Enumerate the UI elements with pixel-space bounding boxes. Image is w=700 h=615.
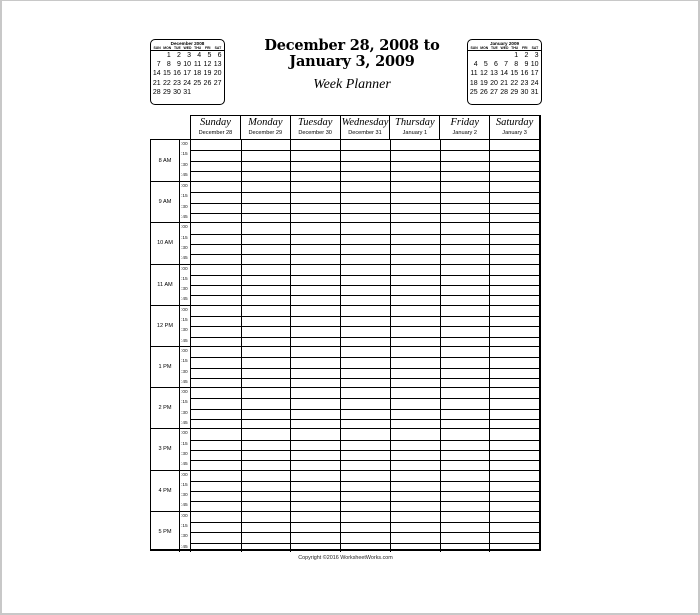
calendar-day: 24 xyxy=(530,79,539,87)
weekday-label: SUN xyxy=(470,46,478,50)
day-column-divider xyxy=(340,347,341,387)
minute-label: :45 xyxy=(181,172,188,178)
day-column-divider xyxy=(340,182,341,222)
calendar-day: 17 xyxy=(183,70,192,78)
quarter-hour-line xyxy=(191,409,539,410)
calendar-day: 27 xyxy=(213,79,222,87)
hour-block xyxy=(151,140,539,181)
minute-label: :30 xyxy=(181,451,188,457)
hour-label: 5 PM xyxy=(151,512,180,552)
minute-label: :30 xyxy=(181,328,188,334)
minute-label: :15 xyxy=(181,400,188,406)
minute-label: :45 xyxy=(181,297,188,303)
day-column-divider xyxy=(390,140,391,181)
calendar-day: 28 xyxy=(500,88,509,96)
day-column-divider xyxy=(340,306,341,346)
minute-label: :15 xyxy=(181,194,188,200)
calendar-day: 21 xyxy=(152,79,161,87)
calendar-day: 29 xyxy=(510,88,519,96)
minute-labels xyxy=(180,223,191,263)
day-header-row xyxy=(190,115,541,139)
calendar-day: 26 xyxy=(479,88,488,96)
minute-label: :00 xyxy=(181,349,188,354)
minute-label: :45 xyxy=(181,503,188,509)
day-column-divider xyxy=(440,182,441,222)
hour-label: 12 PM xyxy=(151,306,180,346)
day-header-monday xyxy=(241,116,291,139)
weekday-label: SAT xyxy=(531,46,539,50)
calendar-day: 22 xyxy=(510,79,519,87)
day-column-divider xyxy=(290,471,291,511)
day-column-divider xyxy=(489,182,490,222)
day-date: December 28 xyxy=(198,130,233,136)
day-column-divider xyxy=(290,223,291,263)
calendar-day: 11 xyxy=(470,70,478,78)
minute-label: :15 xyxy=(181,441,188,447)
mini-calendar-december xyxy=(150,39,225,105)
day-column-divider xyxy=(489,512,490,552)
minute-label: :15 xyxy=(181,524,188,530)
day-name: Monday xyxy=(248,117,283,128)
calendar-day xyxy=(489,51,499,60)
weekday-label: MON xyxy=(480,46,489,50)
minute-label: :30 xyxy=(181,493,188,499)
day-date: December 30 xyxy=(298,130,332,136)
quarter-hour-line xyxy=(191,440,539,441)
quarter-hour-line xyxy=(191,316,539,317)
calendar-day xyxy=(499,51,509,60)
title-block xyxy=(242,38,462,93)
minute-labels xyxy=(180,347,191,387)
day-column-divider xyxy=(340,471,341,511)
quarter-hour-line xyxy=(191,522,539,523)
subtitle: Week Planner xyxy=(313,77,391,92)
day-column-divider xyxy=(340,265,341,305)
day-column-divider xyxy=(390,471,391,511)
day-column-divider xyxy=(440,140,441,181)
day-column-divider xyxy=(489,471,490,511)
weekday-label: WED xyxy=(183,46,192,50)
quarter-hour-line xyxy=(191,150,539,151)
quarter-hour-line xyxy=(191,285,539,286)
calendar-day: 2 xyxy=(177,52,181,59)
day-column-divider xyxy=(390,347,391,387)
weekday-label: MON xyxy=(163,46,172,50)
calendar-day: 1 xyxy=(514,52,519,59)
quarter-hour-line xyxy=(191,460,539,461)
minute-label: :15 xyxy=(181,235,188,241)
calendar-day: 22 xyxy=(162,79,171,87)
day-name: Tuesday xyxy=(297,117,333,128)
minute-label: :30 xyxy=(181,162,188,168)
day-date: January 1 xyxy=(402,130,428,136)
calendar-day: 20 xyxy=(490,79,498,87)
calendar-day: 31 xyxy=(183,88,192,96)
mini-calendar-days xyxy=(151,51,224,97)
day-date: December 29 xyxy=(248,130,283,136)
day-column-divider xyxy=(390,182,391,222)
day-column-divider xyxy=(290,306,291,346)
quarter-hour-line xyxy=(191,543,539,544)
mini-calendar-month: December 2008 xyxy=(170,41,205,46)
calendar-day xyxy=(193,88,203,97)
day-column-divider xyxy=(340,223,341,263)
calendar-day: 16 xyxy=(173,70,181,78)
quarter-hour-line xyxy=(191,161,539,162)
calendar-day: 13 xyxy=(490,70,498,78)
day-column-divider xyxy=(241,347,242,387)
minute-label: :00 xyxy=(181,225,188,231)
day-date: December 31 xyxy=(348,130,382,136)
day-column-divider xyxy=(290,265,291,305)
minute-label: :30 xyxy=(181,534,188,540)
minute-label: :45 xyxy=(181,256,188,262)
day-column-divider xyxy=(390,265,391,305)
calendar-day: 5 xyxy=(207,52,212,59)
calendar-day: 6 xyxy=(494,61,498,69)
calendar-day: 18 xyxy=(193,70,202,78)
day-column-divider xyxy=(440,347,441,387)
day-column-divider xyxy=(241,140,242,181)
hour-block xyxy=(151,222,539,263)
hour-label: 3 PM xyxy=(151,429,180,469)
weekday-label: SAT xyxy=(214,46,222,50)
quarter-hour-line xyxy=(191,203,539,204)
minute-labels xyxy=(180,140,191,181)
title-line-2: January 3, 2009 xyxy=(289,53,415,70)
hour-block xyxy=(151,264,539,305)
day-column-divider xyxy=(340,429,341,469)
hour-label: 9 AM xyxy=(151,182,180,222)
weekday-label: THU xyxy=(194,46,202,50)
calendar-day xyxy=(469,51,479,60)
weekday-label: FRI xyxy=(522,46,528,50)
weekday-label: WED xyxy=(500,46,509,50)
day-column-divider xyxy=(290,347,291,387)
quarter-hour-line xyxy=(191,419,539,420)
hour-block xyxy=(151,387,539,428)
calendar-day: 30 xyxy=(173,88,181,96)
calendar-day: 18 xyxy=(469,79,478,87)
weekday-label: FRI xyxy=(205,46,211,50)
hour-label: 1 PM xyxy=(151,347,180,387)
day-column-divider xyxy=(489,223,490,263)
minute-labels xyxy=(180,265,191,305)
day-name: Saturday xyxy=(495,117,534,128)
minute-labels xyxy=(180,512,191,552)
calendar-day: 14 xyxy=(500,70,509,78)
time-slots[interactable] xyxy=(191,265,539,305)
hour-block xyxy=(151,305,539,346)
minute-label: :15 xyxy=(181,152,188,158)
weekday-label: TUE xyxy=(173,46,181,50)
calendar-day xyxy=(479,51,489,60)
minute-label: :45 xyxy=(181,462,188,468)
calendar-day: 16 xyxy=(520,70,529,78)
calendar-day: 13 xyxy=(213,61,222,69)
weekday-label: TUE xyxy=(490,46,498,50)
calendar-day: 19 xyxy=(479,79,488,87)
calendar-day: 15 xyxy=(510,70,519,78)
time-slots[interactable] xyxy=(191,347,539,387)
day-column-divider xyxy=(440,265,441,305)
hour-block xyxy=(151,181,539,222)
time-slots[interactable] xyxy=(191,388,539,428)
day-column-divider xyxy=(489,429,490,469)
calendar-day: 3 xyxy=(534,52,539,59)
copyright: Copyright ©2016 WorksheetWorks.com xyxy=(298,555,393,561)
minute-label: :00 xyxy=(181,513,188,519)
hour-block xyxy=(151,511,539,552)
minute-label: :15 xyxy=(181,359,188,365)
time-slots[interactable] xyxy=(191,512,539,552)
minute-label: :15 xyxy=(181,276,188,282)
time-slots[interactable] xyxy=(191,140,539,181)
calendar-day: 3 xyxy=(187,52,192,59)
day-column-divider xyxy=(241,388,242,428)
minute-label: :00 xyxy=(181,184,188,190)
time-slots[interactable] xyxy=(191,471,539,511)
minute-label: :30 xyxy=(181,369,188,375)
minute-label: :30 xyxy=(181,410,188,416)
day-column-divider xyxy=(290,429,291,469)
calendar-day: 17 xyxy=(530,70,539,78)
day-header-tuesday xyxy=(291,116,341,139)
day-column-divider xyxy=(440,388,441,428)
calendar-day: 27 xyxy=(490,88,498,96)
calendar-day: 10 xyxy=(530,61,539,69)
day-column-divider xyxy=(340,512,341,552)
minute-label: :15 xyxy=(181,482,188,488)
calendar-day: 12 xyxy=(203,61,212,69)
minute-labels xyxy=(180,306,191,346)
day-column-divider xyxy=(489,306,490,346)
time-slots[interactable] xyxy=(191,182,539,222)
quarter-hour-line xyxy=(191,275,539,276)
day-column-divider xyxy=(390,512,391,552)
calendar-day: 6 xyxy=(217,52,222,59)
minute-label: :00 xyxy=(181,431,188,437)
day-column-divider xyxy=(390,429,391,469)
day-column-divider xyxy=(290,388,291,428)
day-column-divider xyxy=(440,512,441,552)
calendar-day: 23 xyxy=(173,79,181,87)
calendar-day: 11 xyxy=(193,61,202,69)
minute-label: :30 xyxy=(181,287,188,293)
hour-label: 10 AM xyxy=(151,223,180,263)
day-column-divider xyxy=(489,140,490,181)
mini-calendar-january xyxy=(467,39,542,105)
calendar-day: 8 xyxy=(514,61,519,69)
day-name: Wednesday xyxy=(341,117,389,128)
minute-label: :45 xyxy=(181,215,188,221)
minute-label: :00 xyxy=(181,472,188,478)
minute-label: :45 xyxy=(181,338,188,344)
hour-label: 11 AM xyxy=(151,265,180,305)
calendar-day: 14 xyxy=(152,70,161,78)
minute-label: :45 xyxy=(181,379,188,385)
minute-labels xyxy=(180,182,191,222)
calendar-day: 26 xyxy=(203,79,212,87)
minute-label: :00 xyxy=(181,390,188,396)
calendar-day: 19 xyxy=(203,70,212,78)
day-column-divider xyxy=(489,347,490,387)
hour-label: 4 PM xyxy=(151,471,180,511)
day-column-divider xyxy=(241,306,242,346)
day-column-divider xyxy=(290,182,291,222)
calendar-day: 7 xyxy=(504,61,509,69)
quarter-hour-line xyxy=(191,368,539,369)
minute-label: :45 xyxy=(181,421,188,427)
quarter-hour-line xyxy=(191,532,539,533)
planner-grid xyxy=(150,139,541,551)
day-column-divider xyxy=(489,388,490,428)
mini-calendar-days xyxy=(468,51,541,97)
day-column-divider xyxy=(340,388,341,428)
quarter-hour-line xyxy=(191,357,539,358)
calendar-day xyxy=(203,88,213,97)
day-column-divider xyxy=(241,223,242,263)
calendar-day: 31 xyxy=(530,88,539,96)
quarter-hour-line xyxy=(191,244,539,245)
hour-label: 2 PM xyxy=(151,388,180,428)
minute-label: :00 xyxy=(181,307,188,313)
quarter-hour-line xyxy=(191,171,539,172)
quarter-hour-line xyxy=(191,254,539,255)
minute-label: :00 xyxy=(181,142,188,147)
day-column-divider xyxy=(390,223,391,263)
calendar-day: 8 xyxy=(166,61,171,69)
quarter-hour-line xyxy=(191,378,539,379)
mini-calendar-month: January 2009 xyxy=(489,41,520,46)
calendar-day: 9 xyxy=(524,61,529,69)
calendar-day: 25 xyxy=(193,79,202,87)
hour-block xyxy=(151,470,539,511)
calendar-day: 20 xyxy=(213,70,222,78)
day-column-divider xyxy=(241,429,242,469)
calendar-day: 24 xyxy=(183,79,192,87)
calendar-day: 1 xyxy=(166,52,171,59)
calendar-day: 2 xyxy=(524,52,529,59)
calendar-day: 25 xyxy=(469,88,478,96)
hour-label: 8 AM xyxy=(151,140,180,181)
day-column-divider xyxy=(340,140,341,181)
minute-label: :30 xyxy=(181,204,188,210)
quarter-hour-line xyxy=(191,326,539,327)
quarter-hour-line xyxy=(191,337,539,338)
title-line-1: December 28, 2008 to xyxy=(264,37,440,54)
weekday-label: SUN xyxy=(153,46,161,50)
minute-label: :15 xyxy=(181,318,188,324)
quarter-hour-line xyxy=(191,450,539,451)
day-column-divider xyxy=(290,512,291,552)
quarter-hour-line xyxy=(191,295,539,296)
day-column-divider xyxy=(390,388,391,428)
minute-label: :00 xyxy=(181,266,188,272)
day-name: Thursday xyxy=(395,117,435,128)
quarter-hour-line xyxy=(191,491,539,492)
weekday-label: THU xyxy=(511,46,519,50)
calendar-day: 9 xyxy=(177,61,181,69)
day-name: Friday xyxy=(450,117,480,128)
calendar-day: 12 xyxy=(479,70,488,78)
minute-labels xyxy=(180,429,191,469)
quarter-hour-line xyxy=(191,481,539,482)
minute-label: :45 xyxy=(181,544,188,550)
day-column-divider xyxy=(489,265,490,305)
quarter-hour-line xyxy=(191,234,539,235)
minute-labels xyxy=(180,388,191,428)
day-column-divider xyxy=(440,223,441,263)
day-header-wednesday xyxy=(341,116,391,139)
minute-label: :30 xyxy=(181,245,188,251)
minute-labels xyxy=(180,471,191,511)
quarter-hour-line xyxy=(191,501,539,502)
day-column-divider xyxy=(390,306,391,346)
calendar-day: 29 xyxy=(162,88,171,96)
calendar-day: 7 xyxy=(156,61,161,69)
calendar-day: 4 xyxy=(473,61,478,69)
calendar-day: 10 xyxy=(183,61,192,69)
day-header-friday xyxy=(440,116,490,139)
quarter-hour-line xyxy=(191,213,539,214)
day-header-thursday xyxy=(390,116,440,139)
day-column-divider xyxy=(440,306,441,346)
hour-block xyxy=(151,428,539,469)
time-slots[interactable] xyxy=(191,429,539,469)
day-header-sunday xyxy=(191,116,241,139)
calendar-day: 5 xyxy=(483,61,488,69)
calendar-day: 30 xyxy=(520,88,529,96)
day-name: Sunday xyxy=(199,117,231,128)
quarter-hour-line xyxy=(191,192,539,193)
calendar-day: 23 xyxy=(520,79,529,87)
time-slots[interactable] xyxy=(191,223,539,263)
day-column-divider xyxy=(241,471,242,511)
calendar-day: 15 xyxy=(162,70,171,78)
calendar-day: 28 xyxy=(152,88,161,96)
calendar-day: 21 xyxy=(500,79,509,87)
calendar-day xyxy=(152,51,162,60)
day-column-divider xyxy=(440,429,441,469)
calendar-day xyxy=(213,88,223,97)
day-column-divider xyxy=(241,182,242,222)
day-column-divider xyxy=(440,471,441,511)
day-column-divider xyxy=(241,265,242,305)
day-date: January 2 xyxy=(452,130,478,136)
calendar-day: 4 xyxy=(197,52,202,59)
time-slots[interactable] xyxy=(191,306,539,346)
quarter-hour-line xyxy=(191,398,539,399)
day-column-divider xyxy=(290,140,291,181)
hour-block xyxy=(151,346,539,387)
day-column-divider xyxy=(241,512,242,552)
day-header-saturday xyxy=(490,116,539,139)
day-date: January 3 xyxy=(502,130,527,136)
